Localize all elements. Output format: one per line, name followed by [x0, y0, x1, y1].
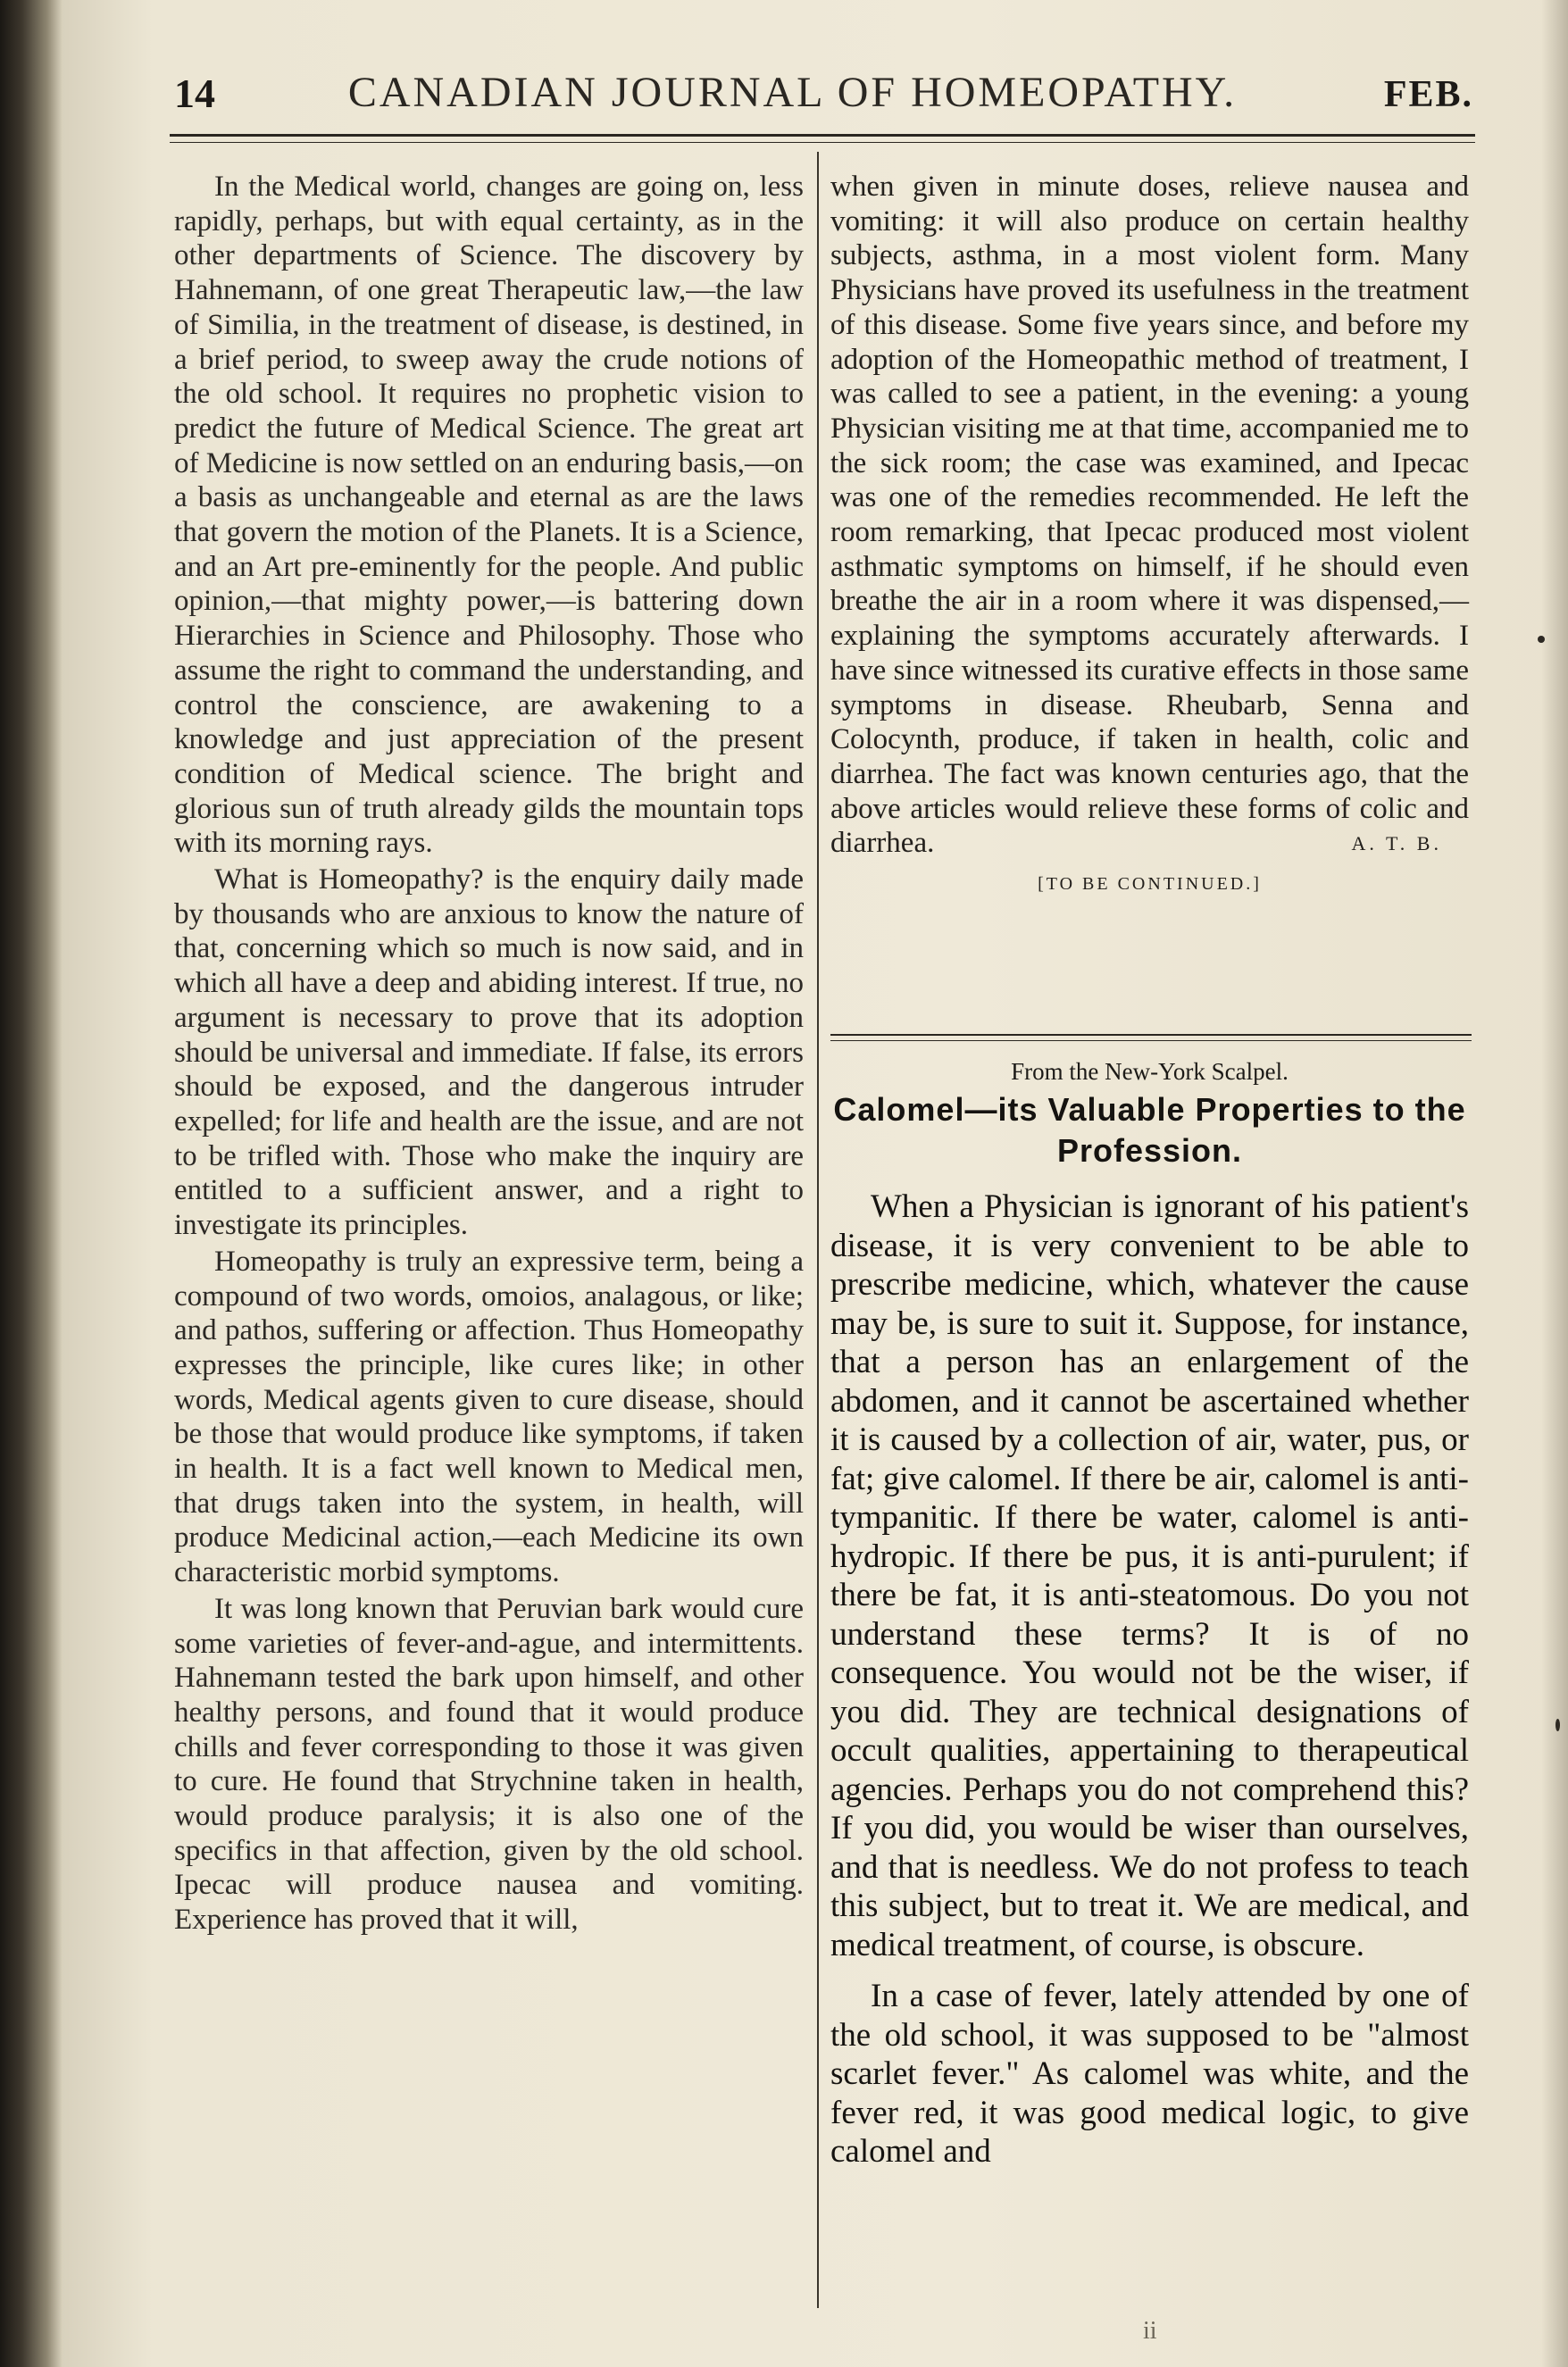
header-double-rule: [170, 134, 1475, 143]
paragraph: In the Medical world, changes are going on, less rapidly, perhaps, but with equal certainty, as in the other departments of Science. The discovery by Hahnemann, of one great Therapeutic law,—the law of Similia, in the treatment of disease, is destined, in a brief period, to sweep away the crude notions of the old school. It requires no prophetic vision to predict the future of Medical Science. The great art of Medicine is now settled on an enduring basis,—on a basis as unchangeable and eternal as are the laws that govern the motion of the Planets. It is a Science, and an Art pre-eminently for the people. And public opinion,—that mighty power,—is battering down Hierarchies in Science and Philosophy. Those who assume the right to command the understanding, and control the conscience, are awakening to a knowledge and just appreciation of the present condition of Medical science. The bright and glorious sun of truth already gilds the mountain tops with its morning rays.: [174, 171, 804, 860]
article-body: [830, 1188, 1469, 2171]
paragraph: What is Homeopathy? is the enquiry daily made by thousands who are anxious to know the nature of that, concerning which so much is now said, and in which all have a deep and abiding interest. If true, no argument is necessary to prove that its adoption should be universal and immediate. If false, its errors should be exposed, and the dangerous intruder expelled; for life and health are the issue, and are not to be trifled with. Those who make the inquiry are entitled to a sufficient answer, and a right to investigate its principles.: [174, 863, 804, 1242]
running-header: [112, 64, 1473, 127]
right-column-continuation: [830, 170, 1469, 901]
paragraph: Homeopathy is truly an expressive term, being a compound of two words, omoios, analagous, or like; and pathos, suffering or affection. Thus Homeopathy expresses the principle, like cures like; in other words, Medical agents given to cure disease, should be those that would produce like symptoms, if taken in health. It is a fact well known to Medical men, that drugs taken into the system, in health, will produce Medicinal action,—each Medicine its own characteristic morbid symptoms.: [174, 1245, 804, 1589]
page-edge-shadow: [1541, 0, 1568, 2367]
paragraph: In a case of fever, lately attended by one of the old school, it was supposed to be "almost scarlet fever." As calomel was white, and the fever red, it was good medical logic, to give calomel and: [830, 1978, 1469, 2170]
paragraph: It was long known that Peruvian bark would cure some varieties of fever-and-ague, and intermittents. Hahnemann tested the bark upon himself, and other healthy persons, and found that it would produce chills and fever corresponding to those it was given to cure. He found that Strychnine taken in health, would produce paralysis; it is also one of the specifics in that affection, given by the old school. Ipecac will produce nausea and vomiting. Experience has proved that it will,: [174, 1592, 804, 1937]
section-double-rule: [830, 1034, 1472, 1041]
column-divider: [817, 152, 819, 2308]
author-signature: A. T. B.: [1351, 832, 1442, 855]
page-number: 14: [174, 71, 215, 116]
article-source: From the New-York Scalpel.: [1011, 1058, 1289, 1085]
article-headline: Calomel—its Valuable Properties to the Profession.: [833, 1091, 1466, 1169]
to-be-continued-note: [TO BE CONTINUED.]: [1038, 873, 1262, 894]
book-spine-shadow: [0, 0, 63, 2367]
footer-mark: ii: [1143, 2317, 1157, 2345]
left-column: [174, 170, 804, 1938]
paragraph: When a Physician is ignorant of his patient's disease, it is very convenient to be able to prescribe medicine, which, whatever the cause may be, is sure to suit it. Suppose, for instance, that a person has an enlargement of the abdomen, and it cannot be ascertained whether it is caused by a collection of air, water, pus, or fat; give calomel. If there be air, calomel is anti-tympanitic. If there be water, calomel is anti-hydropic. If there be pus, it is anti-purulent; if there be fat, it is anti-steatomous. Do you not understand these terms? It is of no consequence. You would not be the wiser, if you did. They are technical designations of occult qualities, appertaining to therapeutical agencies. Perhaps you do not comprehend this? If you did, you would be wiser than ourselves, and that is needless. We do not profess to teach this subject, but to treat it. We are medical, and medical treatment, of course, is obscure.: [830, 1188, 1469, 1963]
journal-title: CANADIAN JOURNAL OF HOMEOPATHY.: [347, 69, 1238, 116]
paragraph: when given in minute doses, relieve nausea and vomiting: it will also produce on certain healthy subjects, asthma, in a most violent form. Many Physicians have proved its usefulness in the treatment of this disease. Some five years since, and before my adoption of the Homeopathic method of treatment, I was called to see a patient, in the evening: a young Physician visiting me at that time, accompanied me to the sick room; the case was examined, and Ipecac was one of the remedies recommended. He left the room remarking, that Ipecac produced most violent asthmatic symptoms on himself, if he should even breathe the air in a room where it was dispensed,—explaining the symptoms accurately afterwards. I have since witnessed its curative effects in those same symptoms in disease. Rheubarb, Senna and Colocynth, produce, if taken in health, colic and diarrhea. The fact was known centuries ago, that the above articles would relieve these forms of colic and diarrhea.: [830, 171, 1469, 860]
issue-month: FEB.: [1383, 74, 1473, 115]
